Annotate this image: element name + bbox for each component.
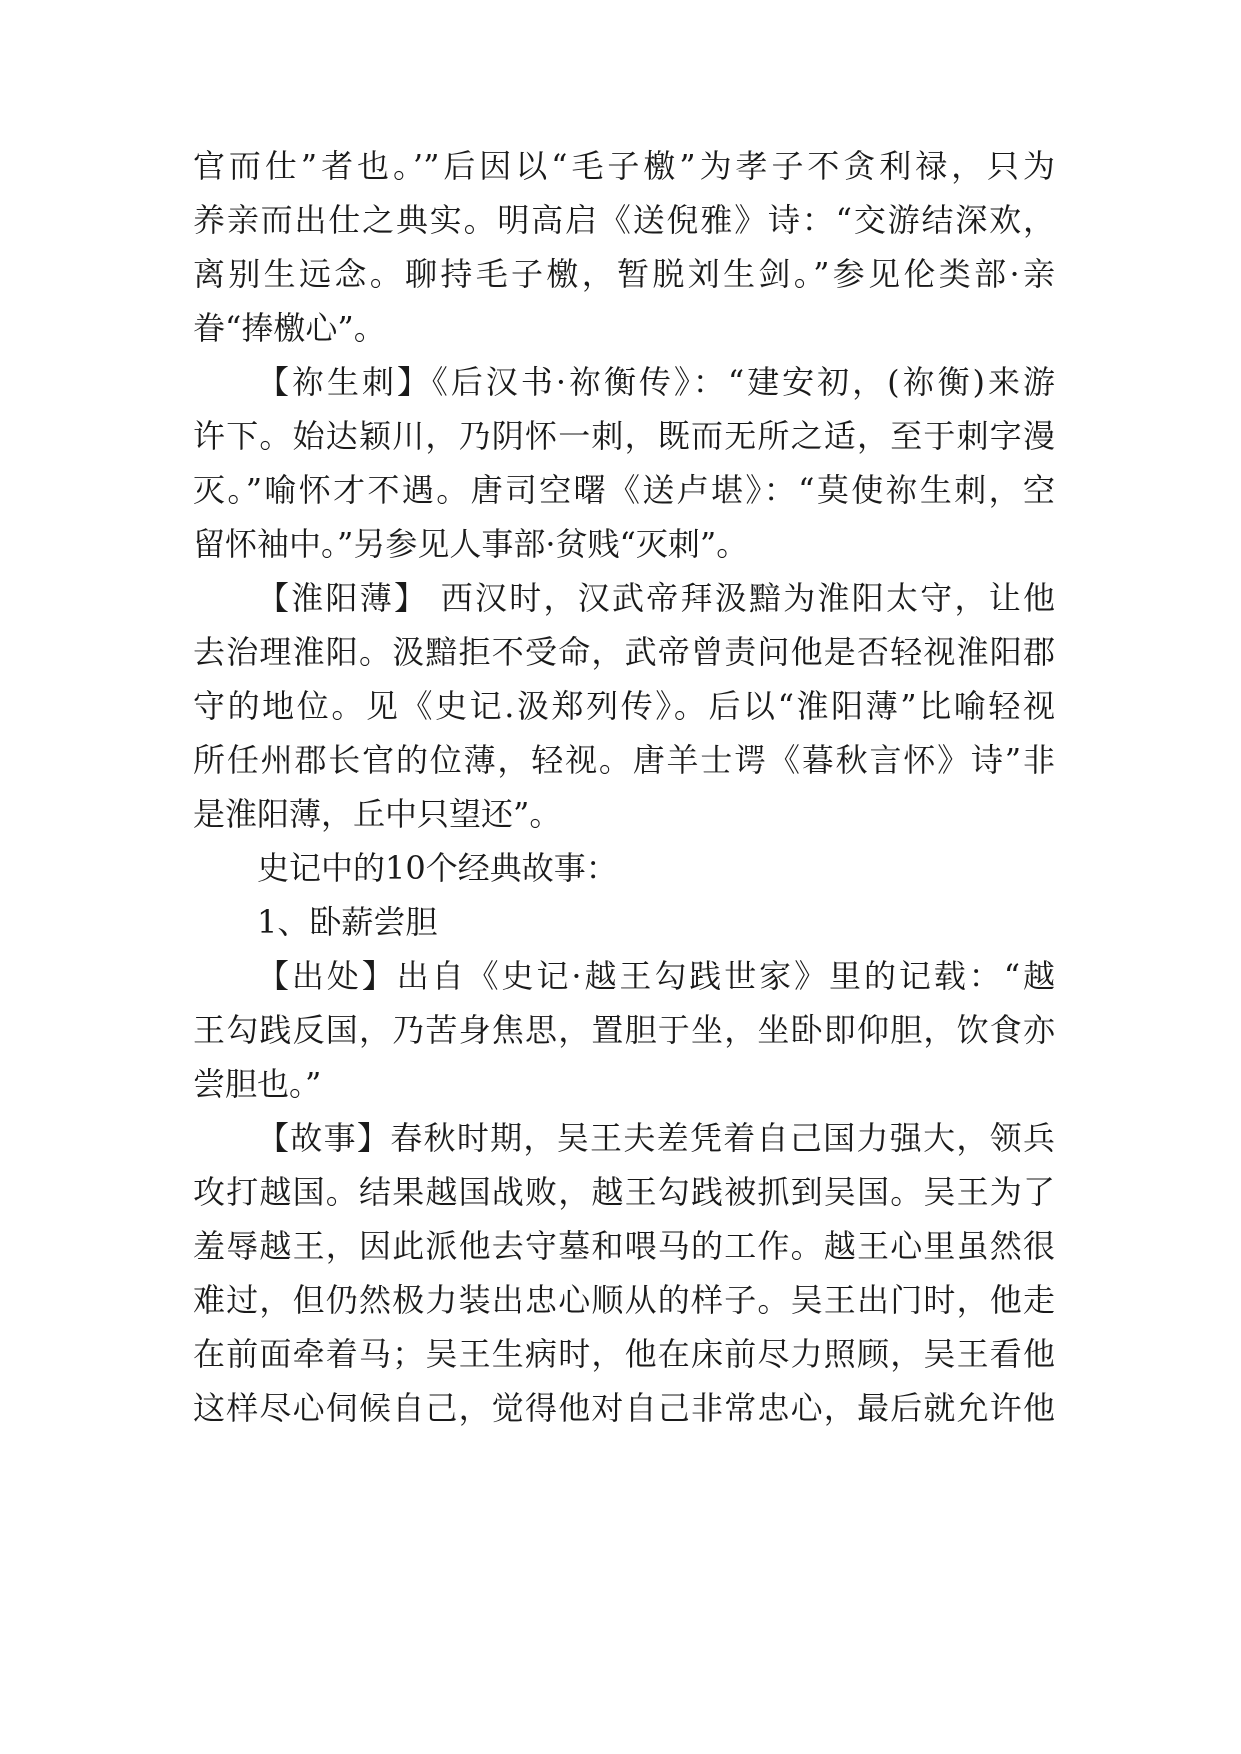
text-line: 【出处】出自《史记·越王勾践世家》里的记载：“越 <box>257 957 1055 995</box>
text-line: 王勾践反国，乃苦身焦思，置胆于坐，坐卧即仰胆，饮食亦 <box>193 1011 1055 1049</box>
text-line: 【故事】春秋时期，吴王夫差凭着自己国力强大，领兵 <box>257 1119 1055 1157</box>
text-line: 在前面牵着马；吴王生病时，他在床前尽力照顾，吴王看他 <box>193 1335 1055 1373</box>
text-line: 这样尽心伺候自己，觉得他对自己非常忠心，最后就允许他 <box>193 1389 1055 1427</box>
text-line: 养亲而出仕之典实。明高启《送倪雅》诗：“交游结深欢， <box>193 201 1055 239</box>
text-line: 守的地位。见《史记.汲郑列传》。后以“淮阳薄”比喻轻视 <box>193 687 1055 725</box>
section-heading: 史记中的10个经典故事： <box>257 849 618 887</box>
text-line: 去治理淮阳。汲黯拒不受命，武帝曾责问他是否轻视淮阳郡 <box>193 633 1055 671</box>
story-title: 1、卧薪尝胆 <box>257 903 438 941</box>
text-line: 难过，但仍然极力装出忠心顺从的样子。吴王出门时，他走 <box>193 1281 1055 1319</box>
text-line: 尝胆也。” <box>193 1065 322 1103</box>
text-line: 眷“捧檄心”。 <box>193 309 386 347</box>
text-line: 许下。始达颖川，乃阴怀一刺，既而无所之适，至于刺字漫 <box>193 417 1055 455</box>
text-line: 留怀袖中。”另参见人事部·贫贱“灭刺”。 <box>193 525 749 563</box>
text-line: 攻打越国。结果越国战败，越王勾践被抓到吴国。吴王为了 <box>193 1173 1055 1211</box>
text-line: 是淮阳薄，丘中只望还”。 <box>193 795 562 833</box>
text-line: 官而仕”者也。’”后因以“毛子檄”为孝子不贪利禄，只为 <box>193 147 1055 185</box>
text-line: 灭。”喻怀才不遇。唐司空曙《送卢堪》：“莫使祢生刺，空 <box>193 471 1055 509</box>
text-line: 离别生远念。聊持毛子檄，暂脱刘生剑。”参见伦类部·亲 <box>193 255 1055 293</box>
text-line: 【祢生刺】《后汉书·祢衡传》：“建安初，(祢衡)来游 <box>257 363 1055 401</box>
text-line: 羞辱越王，因此派他去守墓和喂马的工作。越王心里虽然很 <box>193 1227 1055 1265</box>
text-line: 所任州郡长官的位薄，轻视。唐羊士谔《暮秋言怀》诗”非 <box>193 741 1055 779</box>
text-line: 【淮阳薄】 西汉时，汉武帝拜汲黯为淮阳太守，让他 <box>257 579 1055 617</box>
